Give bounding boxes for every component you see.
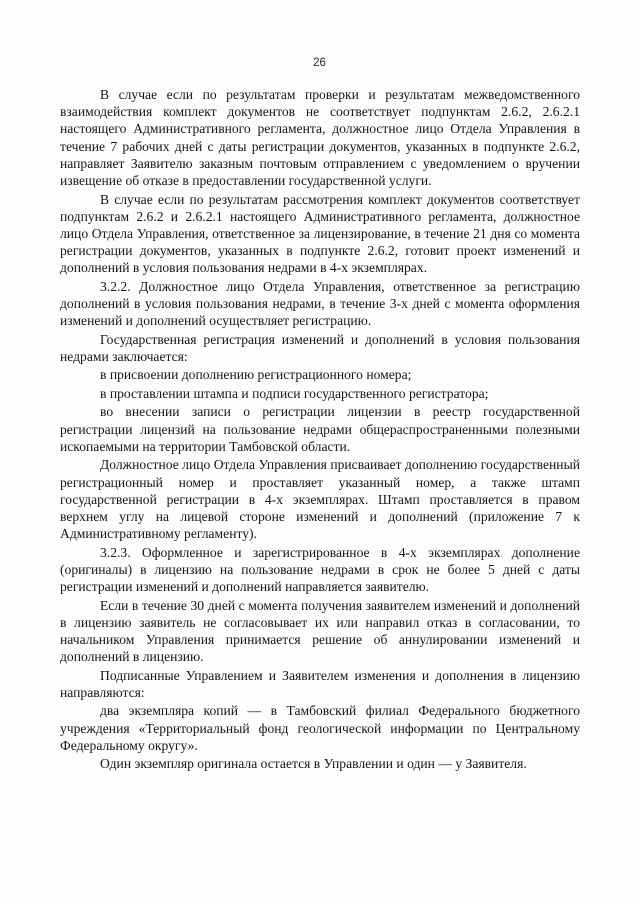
list-item-assign-number: в присвоении дополнению регистрационного номера;	[100, 367, 412, 383]
paragraph-originals: Один экземпляр оригинала остается в Управлении и один — у Заявителя.	[100, 756, 527, 772]
page-number: 26	[313, 57, 326, 69]
paragraph-annulment: Если в течение 30 дней с момента получения заявителем изменений и дополнений в лицензию заявитель не согласовывает их или направил отказ в согласовании, то начальником Управления принимается решение об аннулировании изменений и дополнений в лицензию.	[60, 597, 580, 665]
list-item-registry-entry: во внесении записи о регистрации лицензии в реестр государственной регистрации лицензий на пользование недрами общераспространенными полезными ископаемыми на территории Тамбовской области.	[60, 404, 580, 454]
list-item-copies: два экземпляра копий — в Тамбовский филиал Федерального бюджетного учреждения «Территориальный фонд геологической информации по Центральному Федеральному округу».	[60, 703, 580, 753]
paragraph-signed-sent: Подписанные Управлением и Заявителем изменения и дополнения в лицензию направляются:	[60, 667, 580, 700]
paragraph-3-2-2: 3.2.2. Должностное лицо Отдела Управления, ответственное за регистрацию дополнений в условия пользования недрами, в течение 3-х дней с момента оформления изменений и дополнений осуществляет регистрацию.	[60, 278, 580, 329]
paragraph-refusal-notice: В случае если по результатам проверки и результатам межведомственного взаимодействия комплект документов не соответствует подпунктам 2.6.2, 2.6.2.1 настоящего Административного регламента, должностное лицо Отдела Управления в течение 7 рабочих дней с даты регистрации документов, указанных в подпункте 2.6.2, направляет Заявителю заказным почтовым отправлением с уведомлением о вручении извещение об отказе в предоставлении государственной услуги.	[60, 87, 580, 189]
document-body	[60, 86, 580, 774]
paragraph-3-2-3: 3.2.3. Оформленное и зарегистрированное в 4-х экземплярах дополнение (оригиналы) в лицензию на пользование недрами в срок не более 5 дней с даты регистрации изменений и дополнений направляется заявителю.	[60, 544, 580, 595]
paragraph-draft-preparation: В случае если по результатам рассмотрения комплект документов соответствует подпунктам 2.6.2 и 2.6.2.1 настоящего Административного регламента, должностное лицо Отдела Управления, ответственное за лицензирование, в течение 21 дня со момента регистрации документов, указанных в подпункте 2.6.2, готовит проект изменений и дополнений в условия пользования недрами в 4-х экземплярах.	[60, 191, 580, 276]
paragraph-registration-consists: Государственная регистрация изменений и дополнений в условия пользования недрами заключается:	[60, 331, 580, 364]
paragraph-stamp-placement: Должностное лицо Отдела Управления присваивает дополнению государственный регистрационный номер и проставляет указанный номер, а также штамп государственной регистрации в 4-х экземплярах. Штамп проставляется в правом верхнем углу на лицевой стороне изменений и дополнений (приложение 7 к Административному регламенту).	[60, 457, 580, 542]
list-item-stamp-signature: в проставлении штампа и подписи государственного регистратора;	[100, 385, 489, 401]
